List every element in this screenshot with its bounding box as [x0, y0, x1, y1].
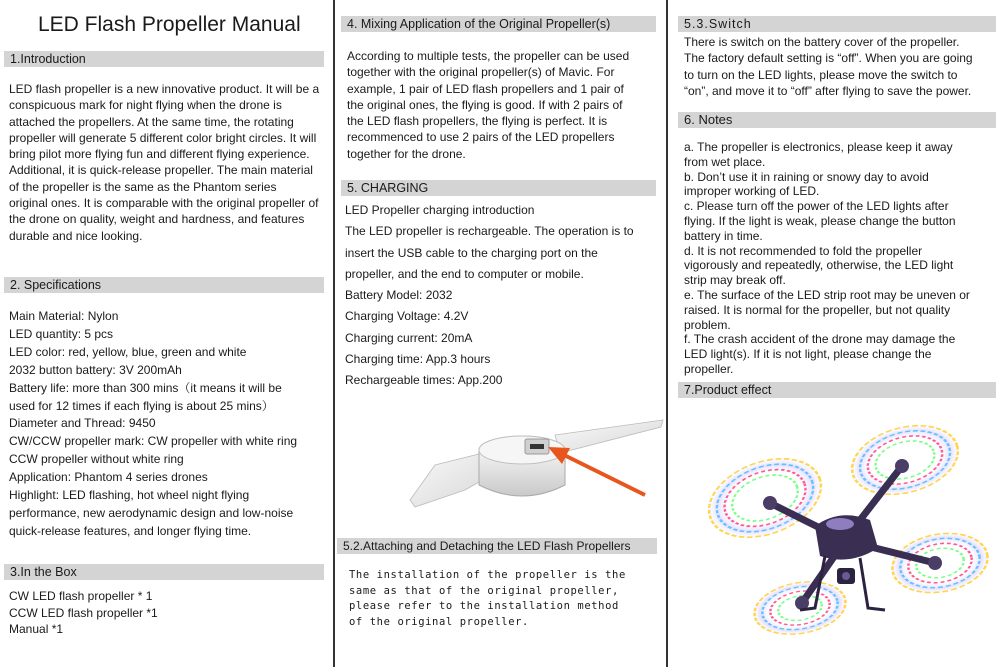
- section-header-attaching: 5.2.Attaching and Detaching the LED Flash Propellers: [337, 538, 657, 554]
- drone-led-illustration: [690, 408, 996, 663]
- column-divider-left: [333, 0, 335, 667]
- charging-line: Charging Voltage: 4.2V: [345, 309, 469, 324]
- section-header-product-effect: 7.Product effect: [678, 382, 996, 398]
- section-header-specifications: 2. Specifications: [4, 277, 324, 293]
- charging-line: propeller, and the end to computer or mobile.: [345, 266, 584, 281]
- section-header-switch: 5.3.Switch: [678, 16, 996, 32]
- charging-line: LED Propeller charging introduction: [345, 203, 535, 217]
- specifications-text: Main Material: Nylon LED quantity: 5 pcs LED color: red, yellow, blue, green and white 2032 button battery: 3V 200mAh Battery life: more than 300 mins（it means it will be used for 12 times if each flying is about 25 mins） Diameter and Thread: 9450 CW/CCW propeller mark: CW propeller with white ring CCW propeller without white ring Application: Phantom 4 series drones Highlight: LED flashing, hot wheel night flying performance, new aerodynamic design and low-noise quick-release features, and longer flying time.: [9, 309, 298, 538]
- page-title: LED Flash Propeller Manual: [38, 13, 301, 36]
- section-header-in-the-box: 3.In the Box: [4, 564, 324, 580]
- attaching-text: The installation of the propeller is the same as that of the original propeller, please refer to the installation method of the original propeller.: [349, 569, 626, 628]
- in-the-box-text: CW LED flash propeller * 1 CCW LED flash propeller *1 Manual *1: [9, 589, 158, 636]
- arrow-icon: [540, 440, 650, 500]
- section-header-charging: 5. CHARGING: [341, 180, 656, 196]
- charging-line: Rechargeable times: App.200: [345, 373, 503, 388]
- charging-line: Battery Model: 2032: [345, 288, 453, 303]
- notes-text: a. The propeller is electronics, please keep it away from wet place. b. Don’t use it in raining or snowy day to avoid improper working of LED. c. Please turn off the power of the LED lights after flying. If the light is weak, please change the button battery in time. d. It is not recommended to fold the propeller vigorously and repeatedly, otherwise, the LED light strip may break off. e. The surface of the LED strip root may be uneven or raised. It is normal for the propeller, but not quality problem. f. The crash accident of the drone may damage the LED light(s). If it is not light, please change the propeller.: [684, 140, 970, 376]
- column-divider-right: [666, 0, 668, 667]
- charging-text: [345, 200, 660, 392]
- section-header-introduction: 1.Introduction: [4, 51, 324, 67]
- section-header-mixing: 4. Mixing Application of the Original Propeller(s): [341, 16, 656, 32]
- charging-line: insert the USB cable to the charging port on the: [345, 245, 598, 260]
- charging-line: The LED propeller is rechargeable. The operation is to: [345, 224, 634, 239]
- section-header-notes: 6. Notes: [678, 112, 996, 128]
- charging-line: Charging current: 20mA: [345, 330, 473, 345]
- charging-line: Charging time: App.3 hours: [345, 352, 491, 367]
- introduction-text: LED flash propeller is a new innovative product. It will be a conspicuous mark for night flying when the drone is attached the propellers. At the same time, the rotating propeller will generate 5 different color bright circles. It will bring pilot more flying fun and different flying experience. Additional, it is quick-release propeller. The main material of the propeller is the same as the Phantom series original ones. It is comparable with the original propeller of the drone on quality, weight and hardness, and features durable and nice looking.: [9, 82, 320, 243]
- switch-text: There is switch on the battery cover of the propeller. The factory default setting is “off”. When you are going to turn on the LED lights, please move the switch to “on”, and move it to “off” after flying to save the power.: [684, 35, 973, 98]
- mixing-text: According to multiple tests, the propeller can be used together with the original propeller(s) of Mavic. For example, 1 pair of LED flash propellers and 1 pair of the original ones, the flying is good. If with 2 pairs of the LED flash propellers, the flying is perfect. It is recommenced to use 2 pairs of the LED propellers together for the drone.: [347, 49, 630, 161]
